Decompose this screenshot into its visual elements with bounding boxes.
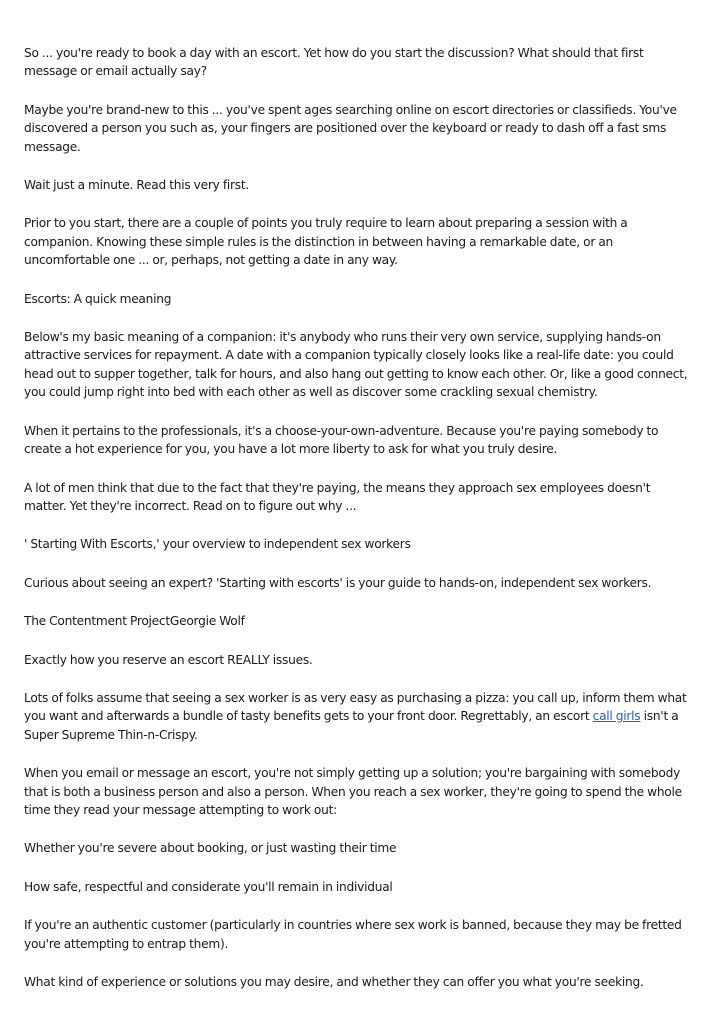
paragraph-before-you-start: Prior to you start, there are a couple of points you truly require to learn about preparing a session with a companion. Knowing these simple rules is the distinction in between having a remarkable date, or an uncomfortable one ... or, perhaps, not getting a date in any way. (24, 216, 628, 268)
paragraph-curious: Curious about seeing an expert? 'Starting with escorts' is your guide to hands-on, independent sex workers. (24, 575, 652, 590)
paragraph-men-think: A lot of men think that due to the fact that they're paying, the means they approach sex employees doesn't matter. Yet they're incorrect. Read on to figure out why ... (24, 480, 651, 513)
paragraph-email-message: When you email or message an escort, you're not simply getting up a solution; you're bargaining with somebody that is both a business person and also a person. When you reach a sex worker, they're going to spend the whole time they read your message attempting to work out: (24, 766, 682, 817)
paragraph-professionals: When it pertains to the professionals, it's a choose-your-own-adventure. Because you're paying somebody to create a hot experience for you, you have a lot more liberty to ask for what you truly desire. (24, 423, 659, 457)
paragraph-reserve-matters: Exactly how you reserve an escort REALLY issues. (24, 652, 313, 667)
paragraph-experience-desire: What kind of experience or solutions you may desire, and whether they can offer you what you're seeking. (24, 975, 644, 989)
article-body (24, 44, 690, 1011)
paragraph-overview-title: ' Starting With Escorts,' your overview to independent sex workers (24, 537, 411, 552)
section-heading-quick-meaning: Escorts: A quick meaning (24, 291, 172, 306)
paragraph-serious-booking: Whether you're severe about booking, or just wasting their time (24, 841, 397, 856)
pizza-text-before-link: Lots of folks assume that seeing a sex worker is as very easy as purchasing a pizza: you call up, inform them what you want and afterwards a bundle of tasty benefits gets to your front door. Regrettably, an escort (24, 690, 687, 724)
paragraph-wait: Wait just a minute. Read this very first. (24, 178, 250, 193)
paragraph-intro: So ... you're ready to book a day with an escort. Yet how do you start the discussion? What should that first message or email actually say? (24, 46, 644, 79)
paragraph-new-to-this: Maybe you're brand-new to this ... you've spent ages searching online on escort directories or classifieds. You've discovered a person you such as, your fingers are positioned over the keyboard or ready to dash off a fast sms message. (24, 102, 677, 154)
paragraph-pizza (24, 689, 690, 744)
paragraph-safe-respectful: How safe, respectful and considerate you'll remain in individual (24, 879, 393, 894)
paragraph-authentic-customer: If you're an authentic customer (particularly in countries where sex work is banned, because they may be fretted you're attempting to entrap them). (24, 918, 682, 951)
pizza-text-after-link: isn't a Super Supreme Thin-n-Crispy. (24, 709, 679, 742)
paragraph-attribution: The Contentment ProjectGeorgie Wolf (24, 614, 245, 629)
call-girls-link[interactable]: call girls (592, 709, 641, 724)
paragraph-companion-meaning: Below's my basic meaning of a companion: it's anybody who runs their very own service, supplying hands-on attractive services for repayment. A date with a companion typically closely looks like a real-life date: you could head out to supper together, talk for hours, and also hang out getting to know each other. Or, like a good connect, you could jump right into bed with each other as well as discover some crackling sexual chemistry. (24, 330, 688, 400)
